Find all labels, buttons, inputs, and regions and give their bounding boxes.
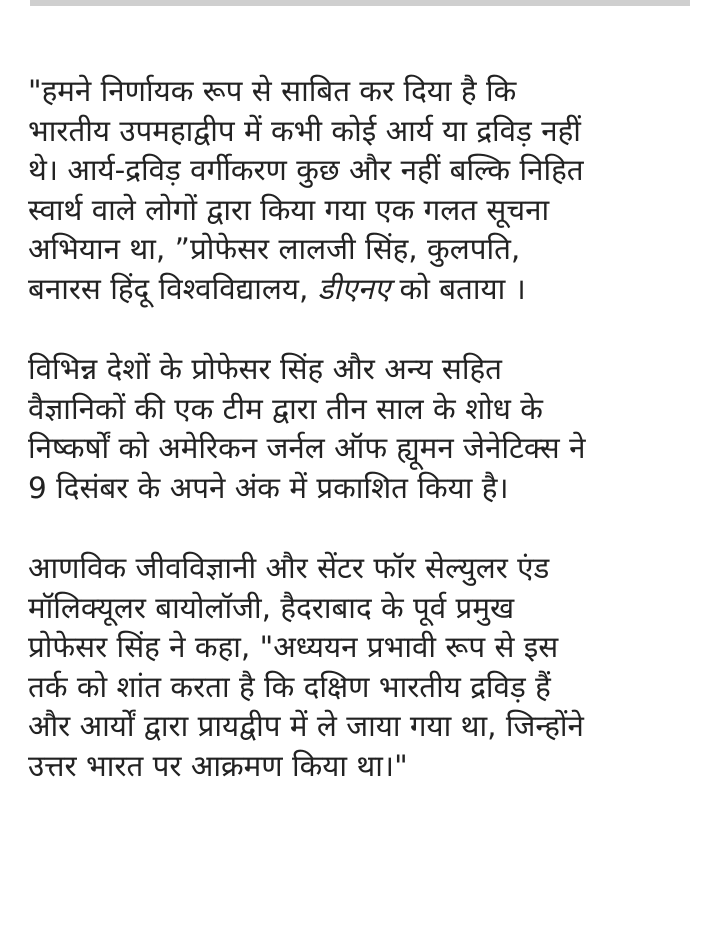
- text-line: भारतीय उपमहाद्वीप में कभी कोई आर्य या द्रविड़ नहीं: [28, 113, 581, 148]
- text-line: प्रोफेसर सिंह ने कहा, "अध्ययन प्रभावी रूप से इस: [28, 630, 559, 664]
- text-line: "हमने निर्णायक रूप से साबित कर दिया है कि: [28, 74, 517, 108]
- dna-italic-text: डीएनए: [317, 271, 391, 306]
- paragraph-3: [28, 549, 696, 786]
- text-line: अभियान था, ”प्रोफेसर लालजी सिंह, कुलपति,: [28, 232, 521, 266]
- top-divider: [30, 0, 690, 6]
- text-line: और आर्यों द्वारा प्रायद्वीप में ले जाया गया था, जिन्होंने: [28, 709, 584, 743]
- text-segment: को बताया ।: [390, 271, 526, 306]
- text-line: तर्क को शांत करता है कि दक्षिण भारतीय द्रविड़ हैं: [28, 669, 551, 704]
- paragraph-1: [28, 72, 696, 309]
- text-line: निष्कर्षों को अमेरिकन जर्नल ऑफ ह्यूमन जेनेटिक्स ने: [28, 431, 586, 465]
- text-line: [28, 270, 696, 310]
- text-line: 9 दिसंबर के अपने अंक में प्रकाशित किया है।: [28, 470, 509, 505]
- text-line: मॉलिक्यूलर बायोलॉजी, हैदराबाद के पूर्व प्रमुख: [28, 590, 515, 625]
- text-line: वैज्ञानिकों की एक टीम द्वारा तीन साल के शोध के: [28, 391, 543, 426]
- text-line: स्वार्थ वाले लोगों द्वारा किया गया एक गलत सूचना: [28, 192, 550, 227]
- article-body: [28, 72, 696, 827]
- text-line: आणविक जीवविज्ञानी और सेंटर फॉर सेल्युलर एंड: [28, 551, 550, 585]
- text-segment: बनारस हिंदू विश्वविद्यालय,: [28, 271, 318, 306]
- text-line: थे। आर्य-द्रविड़ वर्गीकरण कुछ और नहीं बल्कि निहित: [28, 153, 584, 187]
- text-line: उत्तर भारत पर आक्रमण किया था।": [28, 748, 408, 783]
- paragraph-2: [28, 350, 696, 508]
- text-line: विभिन्न देशों के प्रोफेसर सिंह और अन्य सहित: [28, 352, 502, 386]
